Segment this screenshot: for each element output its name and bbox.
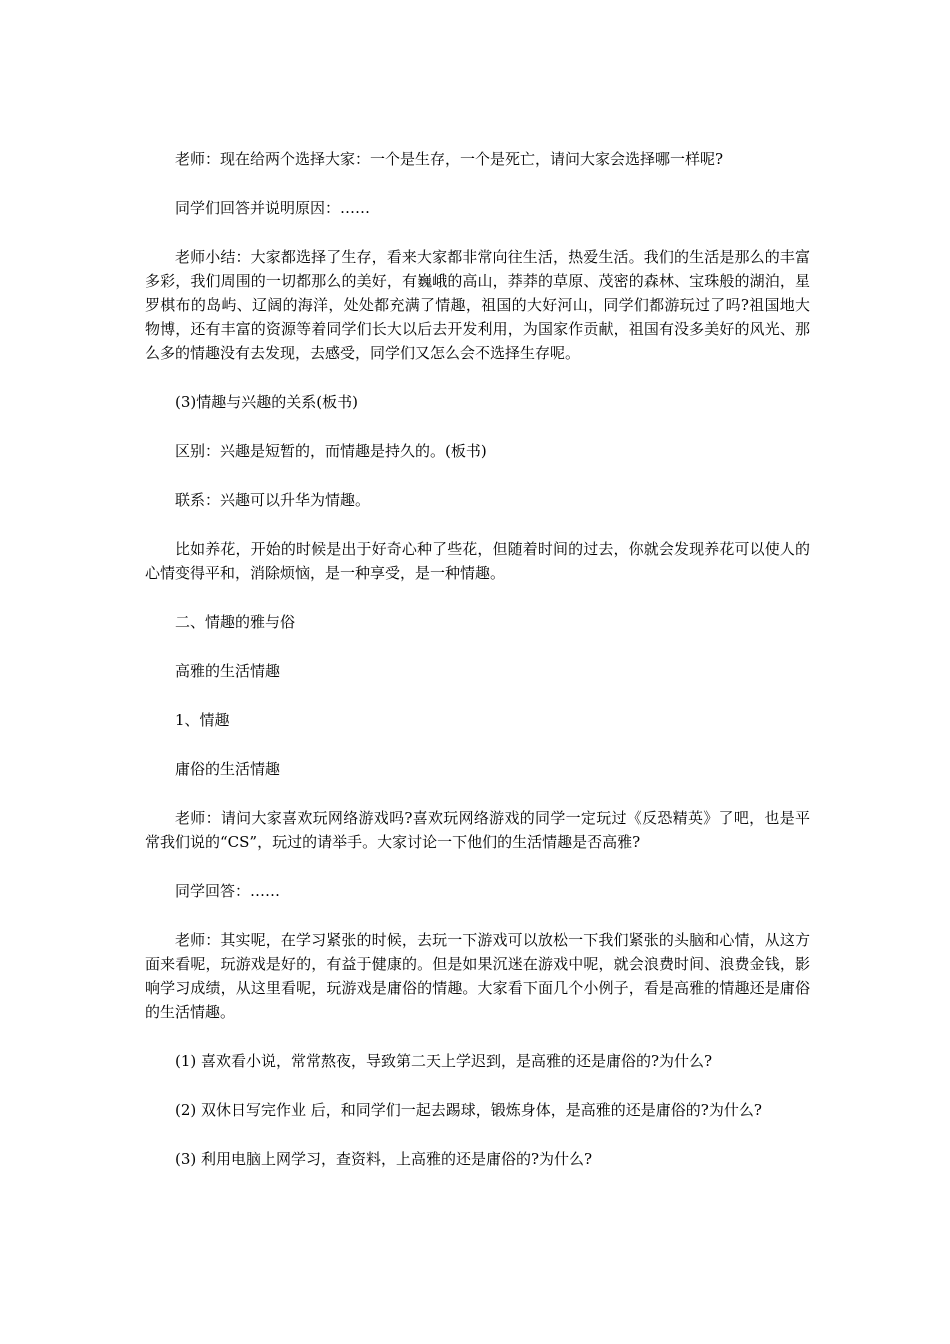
section-heading-elegance: 二、情趣的雅与俗 — [175, 613, 296, 631]
paragraph-teacher-games-explanation: 老师：其实呢，在学习紧张的时候，去玩一下游戏可以放松一下我们紧张的头脑和心情，从这方面来看呢，玩游戏是好的，有益于健康的。但是如果沉迷在游戏中呢，就会浪费时间、浪费金钱，影响学习成绩，从这里看呢，玩游戏是庸俗的情趣。大家看下面几个小例子，看是高雅的情趣还是庸俗的生活情趣。 — [145, 931, 810, 1021]
paragraph-vulgar-interest: 庸俗的生活情趣 — [175, 760, 281, 778]
example-item-3: (3) 利用电脑上网学习，查资料，上高雅的还是庸俗的?为什么? — [175, 1150, 593, 1168]
paragraph-connection: 联系：兴趣可以升华为情趣。 — [175, 491, 371, 509]
paragraph-interest-item: 1、情趣 — [175, 711, 230, 729]
example-item-1: (1) 喜欢看小说，常常熬夜，导致第二天上学迟到，是高雅的还是庸俗的?为什么? — [175, 1052, 713, 1070]
paragraph-student-reply: 同学回答：…… — [175, 882, 281, 900]
paragraph-teacher-games-question: 老师：请问大家喜欢玩网络游戏吗?喜欢玩网络游戏的同学一定玩过《反恐精英》了吧，也是平常我们说的“CS”，玩过的请举手。大家讨论一下他们的生活情趣是否高雅? — [145, 809, 810, 851]
document-body — [145, 147, 810, 1196]
paragraph-elegant-interest: 高雅的生活情趣 — [175, 662, 281, 680]
paragraph-teacher-summary: 老师小结：大家都选择了生存，看来大家都非常向往生活，热爱生活。我们的生活是那么的丰富多彩，我们周围的一切都那么的美好，有巍峨的高山，莽莽的草原、茂密的森林、宝珠般的湖泊，星罗棋布的岛屿、辽阔的海洋，处处都充满了情趣，祖国的大好河山，同学们都游玩过了吗?祖国地大物博，还有丰富的资源等着同学们长大以后去开发利用，为国家作贡献，祖国有没多美好的风光、那么多的情趣没有去发现，去感受，同学们又怎么会不选择生存呢。 — [145, 248, 810, 362]
paragraph-relation-heading: (3)情趣与兴趣的关系(板书) — [175, 393, 358, 411]
example-item-2: (2) 双休日写完作业 后，和同学们一起去踢球，锻炼身体，是高雅的还是庸俗的?为什么? — [175, 1101, 762, 1119]
paragraph-difference: 区别：兴趣是短暂的，而情趣是持久的。(板书) — [175, 442, 487, 460]
paragraph-teacher-question: 老师：现在给两个选择大家：一个是生存，一个是死亡，请问大家会选择哪一样呢? — [175, 150, 724, 168]
paragraph-flower-example: 比如养花，开始的时候是出于好奇心种了些花，但随着时间的过去，你就会发现养花可以使人的心情变得平和，消除烦恼，是一种享受，是一种情趣。 — [145, 540, 810, 582]
paragraph-students-answer: 同学们回答并说明原因：…… — [175, 199, 371, 217]
